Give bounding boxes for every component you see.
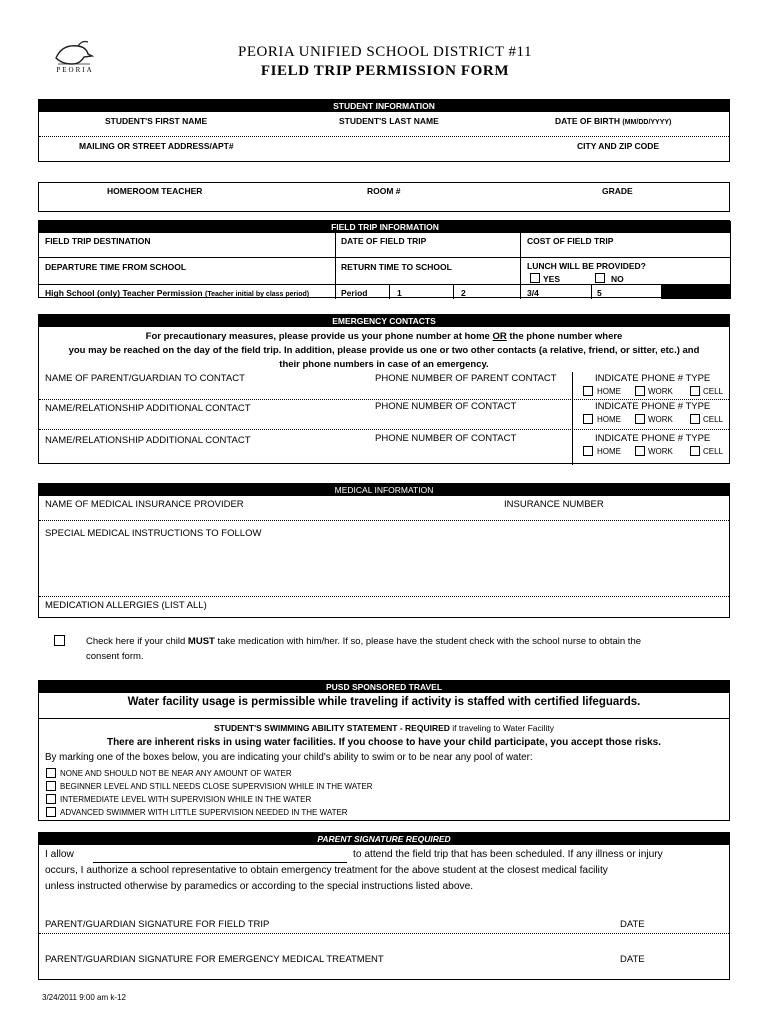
intro-or: OR: [492, 331, 507, 342]
swim-level-none-label: NONE AND SHOULD NOT BE NEAR ANY AMOUNT OF WATER: [60, 769, 292, 778]
phone-type-divider: [572, 372, 573, 465]
swim-title: STUDENT'S SWIMMING ABILITY STATEMENT -: [213, 723, 403, 733]
phone-2-home-label: HOME: [597, 415, 621, 424]
allow-text: I allow: [45, 849, 74, 860]
lunch-yes-label: YES: [543, 274, 561, 284]
marking-instruction: By marking one of the boxes below, you are indicating your child's ability to swim or to be near any pool of water:: [45, 752, 533, 763]
period-1-label: 1: [397, 288, 402, 298]
swim-level-none-checkbox[interactable]: [46, 768, 56, 778]
phone-type-label-2: INDICATE PHONE # TYPE: [595, 401, 711, 412]
trip-row-divider-2: [39, 284, 731, 285]
district-name: PEORIA UNIFIED SCHOOL DISTRICT #11: [238, 44, 532, 60]
homeroom-section: [38, 182, 730, 212]
contact-b-phone-label: PHONE NUMBER OF CONTACT: [375, 433, 517, 444]
trip-row-divider-1: [39, 257, 731, 258]
city-zip-label: CITY AND ZIP CODE: [577, 141, 660, 151]
period-divider-1: [389, 284, 390, 299]
phone-2-home-checkbox[interactable]: [583, 414, 593, 424]
emergency-bar: EMERGENCY CONTACTS: [39, 315, 729, 327]
medical-bar: MEDICAL INFORMATION: [39, 484, 729, 496]
trip-info-bar: FIELD TRIP INFORMATION: [39, 221, 731, 233]
swim-statement-heading: [39, 723, 729, 733]
phone-1-work-checkbox[interactable]: [635, 386, 645, 396]
medication-must: MUST: [187, 636, 215, 647]
hs-permission-text: High School (only) Teacher Permission: [45, 288, 203, 298]
emergency-intro-3: their phone numbers in case of an emergency.: [279, 359, 489, 370]
phone-1-home-checkbox[interactable]: [583, 386, 593, 396]
cost-label: COST OF FIELD TRIP: [527, 236, 614, 246]
period-34-label: 3/4: [527, 288, 539, 298]
swim-level-beginner-label: BEGINNER LEVEL AND STILL NEEDS CLOSE SUPERVISION WHILE IN THE WATER: [60, 782, 373, 791]
hs-permission-note: (Teacher initial by class period): [204, 291, 310, 298]
authorization-line-2: occurs, I authorize a school representative to obtain emergency treatment for the above student at the closest medical facility: [45, 865, 608, 876]
medication-text-2: consent form.: [86, 651, 144, 662]
form-title: FIELD TRIP PERMISSION FORM: [260, 63, 510, 79]
swim-required: REQUIRED: [405, 723, 450, 733]
parent-name-label: NAME OF PARENT/GUARDIAN TO CONTACT: [45, 373, 245, 384]
risks-statement: There are inherent risks in using water facilities. If you choose to have your child participate, you accept those risks.: [106, 737, 662, 748]
student-info-section: [38, 99, 730, 162]
departure-label: DEPARTURE TIME FROM SCHOOL: [45, 262, 187, 272]
trip-date-label: DATE OF FIELD TRIP: [341, 236, 427, 246]
swim-level-advanced-label: ADVANCED SWIMMER WITH LITTLE SUPERVISION NEEDED IN THE WATER: [60, 808, 348, 817]
phone-1-home-label: HOME: [597, 387, 621, 396]
dob-text: DATE OF BIRTH: [555, 116, 621, 126]
medical-section: [38, 483, 730, 618]
allergies-label: MEDICATION ALLERGIES (LIST ALL): [45, 600, 207, 611]
grade-label: GRADE: [602, 186, 633, 196]
logo-text: PEORIA: [56, 66, 94, 74]
contact-a-phone-label: PHONE NUMBER OF CONTACT: [375, 401, 517, 412]
destination-label: FIELD TRIP DESTINATION: [45, 236, 151, 246]
contact-divider-2: [39, 429, 729, 430]
trip-info-section: [38, 220, 730, 298]
period-5-label: 5: [597, 288, 602, 298]
phone-3-work-label: WORK: [648, 447, 673, 456]
phone-type-label-3: INDICATE PHONE # TYPE: [595, 433, 711, 444]
emergency-intro-2: you may be reached on the day of the field trip. In addition, please provide us one or two other contacts (a relative, friend, or sitter, etc.) and: [68, 345, 700, 356]
phone-1-work-label: WORK: [648, 387, 673, 396]
medication-text-b: take medication with him/her. If so, please have the student check with the school nurse to obtain the: [214, 636, 642, 647]
phone-3-cell-checkbox[interactable]: [690, 446, 700, 456]
lunch-no-label: NO: [611, 274, 624, 284]
medication-text-a: Check here if your child: [86, 636, 188, 647]
travel-divider: [39, 718, 729, 719]
signature-bar: PARENT SIGNATURE REQUIRED: [39, 833, 729, 845]
swim-level-advanced-checkbox[interactable]: [46, 807, 56, 817]
insurance-number-label: INSURANCE NUMBER: [504, 499, 604, 510]
homeroom-teacher-label: HOMEROOM TEACHER: [107, 186, 203, 196]
lunch-yes-checkbox[interactable]: [530, 273, 540, 283]
period-blackout: [661, 284, 731, 299]
additional-contact-b-label: NAME/RELATIONSHIP ADDITIONAL CONTACT: [45, 435, 251, 446]
field-trip-date-label: DATE: [620, 919, 645, 930]
phone-1-cell-checkbox[interactable]: [690, 386, 700, 396]
phone-3-cell-label: CELL: [703, 447, 724, 456]
phone-3-home-label: HOME: [597, 447, 621, 456]
period-divider-2: [453, 284, 454, 299]
additional-contact-a-label: NAME/RELATIONSHIP ADDITIONAL CONTACT: [45, 403, 251, 414]
hs-permission-label: [45, 288, 309, 298]
trip-right-border: [730, 221, 731, 284]
last-name-label: STUDENT'S LAST NAME: [339, 116, 439, 126]
lunch-label: LUNCH WILL BE PROVIDED?: [527, 261, 646, 271]
intro-1a: For precautionary measures, please provide us your phone number at home: [145, 331, 493, 342]
travel-bar: PUSD SPONSORED TRAVEL: [39, 681, 729, 693]
signature-divider: [39, 933, 729, 934]
signature-section: [38, 832, 730, 980]
insurance-provider-label: NAME OF MEDICAL INSURANCE PROVIDER: [45, 499, 244, 510]
phone-3-home-checkbox[interactable]: [583, 446, 593, 456]
lunch-no-checkbox[interactable]: [595, 273, 605, 283]
room-label: ROOM #: [367, 186, 401, 196]
emergency-section: [38, 314, 730, 464]
swim-level-beginner-checkbox[interactable]: [46, 781, 56, 791]
special-instructions-label: SPECIAL MEDICAL INSTRUCTIONS TO FOLLOW: [45, 528, 262, 539]
period-divider-3: [591, 284, 592, 299]
dob-format: (MM/DD/YYYY): [622, 119, 672, 126]
swim-level-intermediate-checkbox[interactable]: [46, 794, 56, 804]
intro-1b: the phone number where: [506, 331, 623, 342]
contact-divider-1: [39, 399, 729, 400]
address-label: MAILING OR STREET ADDRESS/APT#: [79, 141, 234, 151]
medication-checkbox[interactable]: [54, 635, 65, 646]
trip-col-divider-1: [335, 233, 336, 299]
authorization-line-3: unless instructed otherwise by paramedics or according to the special instructions listed above.: [45, 881, 474, 892]
period-2-label: 2: [461, 288, 466, 298]
phone-2-work-label: WORK: [648, 415, 673, 424]
phone-2-work-checkbox[interactable]: [635, 414, 645, 424]
medical-divider-2: [39, 596, 729, 597]
field-trip-signature-label: PARENT/GUARDIAN SIGNATURE FOR FIELD TRIP: [45, 919, 270, 930]
first-name-label: STUDENT'S FIRST NAME: [105, 116, 208, 126]
phone-2-cell-checkbox[interactable]: [690, 414, 700, 424]
parent-phone-label: PHONE NUMBER OF PARENT CONTACT: [375, 373, 557, 384]
medical-date-label: DATE: [620, 954, 645, 965]
phone-3-work-checkbox[interactable]: [635, 446, 645, 456]
trip-col-divider-2: [520, 233, 521, 299]
medication-text-1: [86, 636, 641, 647]
dob-label: [555, 116, 671, 126]
phone-2-cell-label: CELL: [703, 415, 724, 424]
water-facility-statement: Water facility usage is permissible while traveling if activity is staffed with certified lifeguards.: [127, 696, 641, 708]
student-info-bar: STUDENT INFORMATION: [39, 100, 729, 112]
student-divider: [39, 136, 729, 137]
return-label: RETURN TIME TO SCHOOL: [341, 262, 452, 272]
phone-type-label-1: INDICATE PHONE # TYPE: [595, 373, 711, 384]
phone-1-cell-label: CELL: [703, 387, 724, 396]
swim-condition: if traveling to Water Facility: [452, 723, 555, 733]
footer-timestamp: 3/24/2011 9:00 am k-12: [42, 993, 126, 1002]
emergency-intro-1: [39, 331, 729, 342]
medical-divider-1: [39, 520, 729, 521]
student-name-line[interactable]: [93, 862, 347, 863]
authorization-line-1: to attend the field trip that has been scheduled. If any illness or injury: [353, 849, 663, 860]
medical-signature-label: PARENT/GUARDIAN SIGNATURE FOR EMERGENCY MEDICAL TREATMENT: [45, 954, 384, 965]
travel-section: [38, 680, 730, 821]
swim-level-intermediate-label: INTERMEDIATE LEVEL WITH SUPERVISION WHILE IN THE WATER: [60, 795, 312, 804]
period-label: Period: [341, 288, 368, 298]
